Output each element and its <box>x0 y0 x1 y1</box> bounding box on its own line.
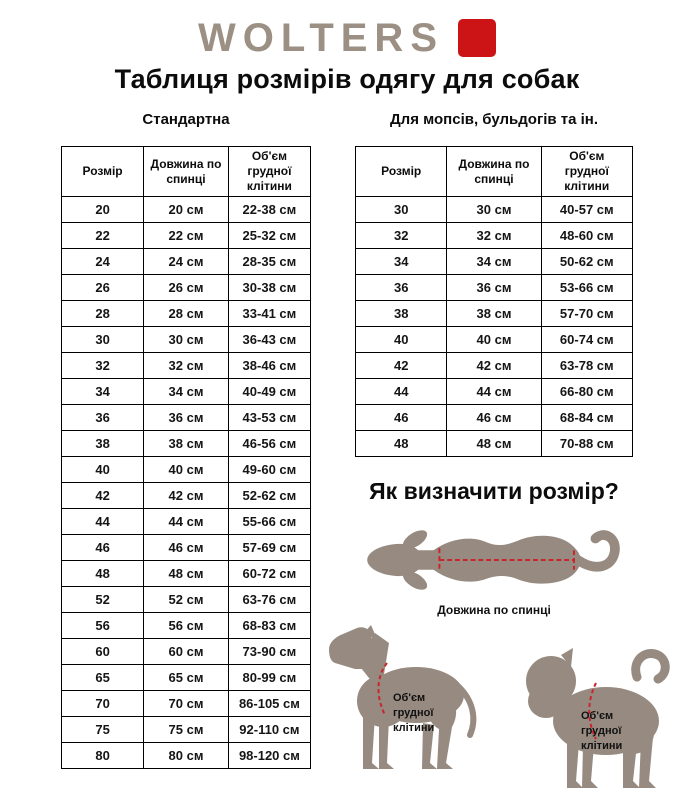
col-header-size: Розмір <box>62 147 144 197</box>
table-cell: 36 см <box>144 405 229 431</box>
table-cell: 22-38 см <box>228 197 310 223</box>
table-cell: 49-60 см <box>228 457 310 483</box>
table-cell: 92-110 см <box>228 717 310 743</box>
table-row <box>62 275 311 301</box>
table-cell: 80-99 см <box>228 665 310 691</box>
table-row <box>62 717 311 743</box>
table-cell: 26 см <box>144 275 229 301</box>
table-row <box>356 431 633 457</box>
table-row <box>62 587 311 613</box>
chest-girth-label: Об'єм грудної клітини <box>581 710 623 752</box>
table-cell: 60-72 см <box>228 561 310 587</box>
table-cell: 52 см <box>144 587 229 613</box>
pugs-table-title: Для мопсів, бульдогів та ін. <box>389 111 599 128</box>
table-header-row <box>356 147 633 197</box>
table-cell: 42 <box>62 483 144 509</box>
back-length-label: Довжина по спинці <box>437 603 551 617</box>
chest-girth-diagrams <box>321 625 681 793</box>
table-row <box>62 457 311 483</box>
table-cell: 52 <box>62 587 144 613</box>
table-row <box>62 613 311 639</box>
table-cell: 22 см <box>144 223 229 249</box>
table-cell: 40 см <box>447 327 541 353</box>
table-row <box>356 301 633 327</box>
table-cell: 48 см <box>144 561 229 587</box>
table-cell: 30 <box>62 327 144 353</box>
table-cell: 73-90 см <box>228 639 310 665</box>
table-cell: 30-38 см <box>228 275 310 301</box>
table-cell: 32 см <box>144 353 229 379</box>
table-cell: 34 см <box>447 249 541 275</box>
table-cell: 34 см <box>144 379 229 405</box>
table-row <box>62 639 311 665</box>
wolters-logo-text: WOLTERS <box>197 16 444 60</box>
table-cell: 46-56 см <box>228 431 310 457</box>
col-header-back-length: Довжина по спинці <box>144 147 229 197</box>
table-row <box>62 223 311 249</box>
how-to-measure-title: Як визначити розмір? <box>369 478 619 504</box>
table-cell: 86-105 см <box>228 691 310 717</box>
standard-column <box>61 111 311 793</box>
table-cell: 48 см <box>447 431 541 457</box>
table-row <box>62 665 311 691</box>
table-cell: 70 см <box>144 691 229 717</box>
page-title: Таблиця розмірів одягу для собак <box>114 64 580 94</box>
table-cell: 80 <box>62 743 144 769</box>
table-cell: 63-78 см <box>541 353 632 379</box>
table-cell: 30 <box>356 197 447 223</box>
table-cell: 38 см <box>447 301 541 327</box>
pugs-column <box>355 111 633 793</box>
table-cell: 28 <box>62 301 144 327</box>
standard-table-title: Стандартна <box>142 111 230 128</box>
large-dog-diagram <box>321 625 487 775</box>
table-cell: 68-84 см <box>541 405 632 431</box>
table-cell: 70 <box>62 691 144 717</box>
table-row <box>62 405 311 431</box>
table-cell: 44 <box>356 379 447 405</box>
table-row <box>356 249 633 275</box>
table-cell: 38-46 см <box>228 353 310 379</box>
content-columns <box>0 95 694 793</box>
col-header-chest-girth: Об'єм грудної клітини <box>541 147 632 197</box>
table-cell: 32 <box>356 223 447 249</box>
table-cell: 60 см <box>144 639 229 665</box>
table-cell: 75 см <box>144 717 229 743</box>
table-cell: 68-83 см <box>228 613 310 639</box>
table-cell: 56 <box>62 613 144 639</box>
table-cell: 20 см <box>144 197 229 223</box>
table-row <box>62 483 311 509</box>
table-cell: 24 см <box>144 249 229 275</box>
chest-girth-label: Об'єм грудної клітини <box>393 692 435 734</box>
table-cell: 22 <box>62 223 144 249</box>
table-row <box>62 561 311 587</box>
table-cell: 40-57 см <box>541 197 632 223</box>
table-cell: 40 <box>62 457 144 483</box>
table-cell: 52-62 см <box>228 483 310 509</box>
table-row <box>356 327 633 353</box>
table-cell: 32 см <box>447 223 541 249</box>
table-cell: 70-88 см <box>541 431 632 457</box>
table-cell: 40 <box>356 327 447 353</box>
table-row <box>356 379 633 405</box>
table-cell: 98-120 см <box>228 743 310 769</box>
table-row <box>62 301 311 327</box>
table-cell: 43-53 см <box>228 405 310 431</box>
table-cell: 40-49 см <box>228 379 310 405</box>
brand-header <box>0 0 694 62</box>
table-cell: 28-35 см <box>228 249 310 275</box>
table-cell: 32 <box>62 353 144 379</box>
col-header-chest-girth: Об'єм грудної клітини <box>228 147 310 197</box>
table-row <box>356 353 633 379</box>
table-cell: 33-41 см <box>228 301 310 327</box>
table-cell: 57-70 см <box>541 301 632 327</box>
table-cell: 75 <box>62 717 144 743</box>
table-cell: 60 <box>62 639 144 665</box>
table-cell: 65 см <box>144 665 229 691</box>
table-cell: 46 <box>356 405 447 431</box>
table-cell: 25-32 см <box>228 223 310 249</box>
bulldog-diagram <box>511 643 681 793</box>
table-cell: 65 <box>62 665 144 691</box>
dog-top-view-icon <box>358 521 630 599</box>
table-row <box>356 223 633 249</box>
table-cell: 20 <box>62 197 144 223</box>
table-cell: 55-66 см <box>228 509 310 535</box>
table-cell: 50-62 см <box>541 249 632 275</box>
table-cell: 36 <box>62 405 144 431</box>
table-cell: 57-69 см <box>228 535 310 561</box>
back-length-diagram <box>355 521 633 599</box>
table-row <box>62 743 311 769</box>
table-cell: 40 см <box>144 457 229 483</box>
table-cell: 42 <box>356 353 447 379</box>
table-cell: 56 см <box>144 613 229 639</box>
table-cell: 66-80 см <box>541 379 632 405</box>
table-row <box>356 405 633 431</box>
table-row <box>356 197 633 223</box>
table-cell: 42 см <box>144 483 229 509</box>
col-header-back-length: Довжина по спинці <box>447 147 541 197</box>
table-cell: 38 <box>62 431 144 457</box>
table-cell: 30 см <box>144 327 229 353</box>
col-header-size: Розмір <box>356 147 447 197</box>
table-cell: 48-60 см <box>541 223 632 249</box>
table-cell: 63-76 см <box>228 587 310 613</box>
table-row <box>62 509 311 535</box>
table-cell: 36 <box>356 275 447 301</box>
table-cell: 24 <box>62 249 144 275</box>
wolters-logo-square-icon <box>458 19 496 57</box>
standard-size-table <box>61 146 311 769</box>
table-cell: 38 <box>356 301 447 327</box>
table-cell: 26 <box>62 275 144 301</box>
table-cell: 53-66 см <box>541 275 632 301</box>
table-row <box>62 535 311 561</box>
table-row <box>62 691 311 717</box>
table-cell: 34 <box>62 379 144 405</box>
table-cell: 80 см <box>144 743 229 769</box>
table-row <box>62 249 311 275</box>
table-cell: 48 <box>356 431 447 457</box>
table-cell: 34 <box>356 249 447 275</box>
table-header-row <box>62 147 311 197</box>
table-cell: 36 см <box>447 275 541 301</box>
table-row <box>62 431 311 457</box>
table-cell: 60-74 см <box>541 327 632 353</box>
table-cell: 28 см <box>144 301 229 327</box>
table-row <box>62 379 311 405</box>
table-cell: 48 <box>62 561 144 587</box>
table-cell: 44 <box>62 509 144 535</box>
table-cell: 46 см <box>144 535 229 561</box>
table-cell: 46 <box>62 535 144 561</box>
table-cell: 44 см <box>447 379 541 405</box>
table-cell: 38 см <box>144 431 229 457</box>
table-cell: 46 см <box>447 405 541 431</box>
table-row <box>62 197 311 223</box>
table-cell: 44 см <box>144 509 229 535</box>
pugs-size-table <box>355 146 633 457</box>
table-row <box>356 275 633 301</box>
table-cell: 42 см <box>447 353 541 379</box>
table-cell: 30 см <box>447 197 541 223</box>
table-row <box>62 327 311 353</box>
table-row <box>62 353 311 379</box>
table-cell: 36-43 см <box>228 327 310 353</box>
